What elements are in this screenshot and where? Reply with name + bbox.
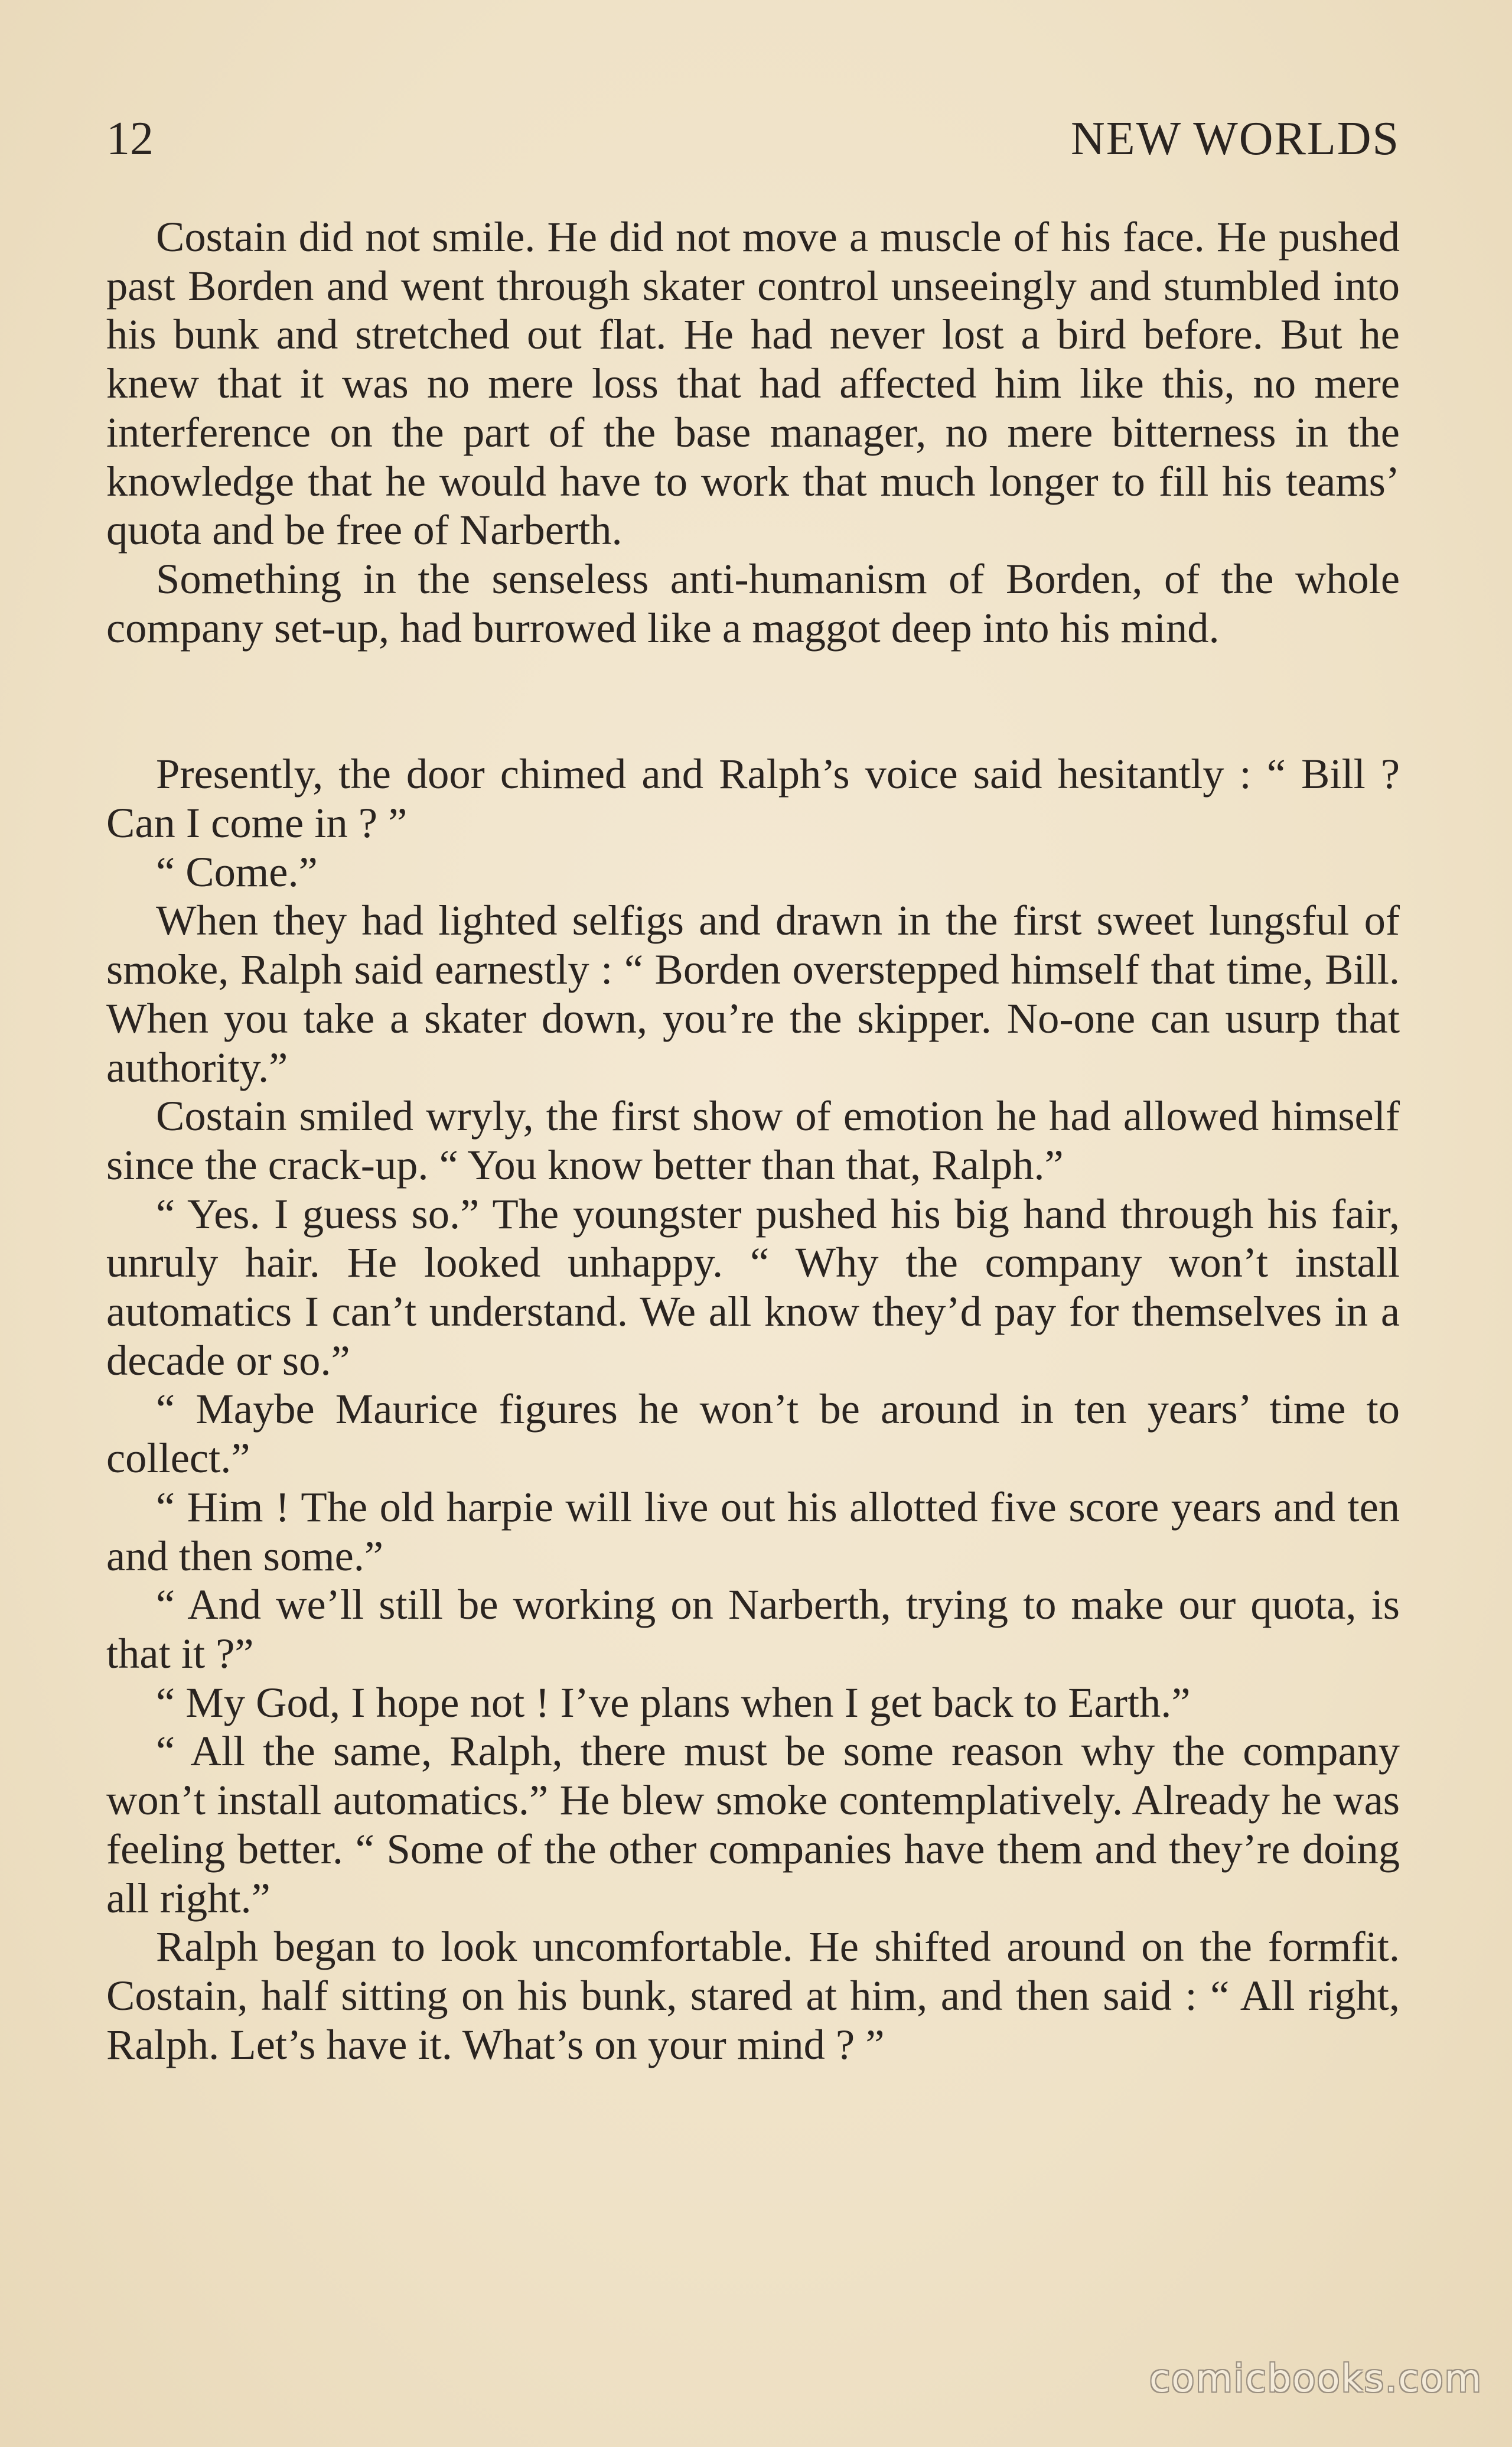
paragraph: “ Him ! The old harpie will live out his allotted five score years and ten and then some.”: [106, 1482, 1400, 1580]
body-text: [106, 213, 1400, 2069]
paragraph: “ Come.”: [156, 847, 318, 896]
paragraph: Costain smiled wryly, the first show of emotion he had allowed himself since the crack-up. “ You know better than that, Ralph.”: [106, 1092, 1400, 1189]
running-title: NEW WORLDS: [1070, 113, 1400, 165]
paragraph: “ My God, I hope not ! I’ve plans when I get back to Earth.”: [156, 1678, 1191, 1726]
paragraph: When they had lighted selfigs and drawn in the first sweet lungsful of smoke, Ralph said earnestly : “ Borden overstepped himself that time, Bill. When you take a skater down, you’re the skipper. No-one can usurp that authority.”: [106, 896, 1400, 1091]
page-header: [106, 112, 1400, 177]
paragraph: “ All the same, Ralph, there must be some reason why the company won’t install automatics.” He blew smoke contemplatively. Already he was feeling better. “ Some of the other companies have them and they’re doing all right.”: [106, 1727, 1400, 1922]
paragraph: Presently, the door chimed and Ralph’s voice said hesitantly : “ Bill ? Can I come in ? ”: [106, 750, 1400, 847]
paragraph: Ralph began to look uncomfortable. He shifted around on the formfit. Costain, half sitting on his bunk, stared at him, and then said : “ All right, Ralph. Let’s have it. What’s on your mind ? ”: [106, 1922, 1400, 2068]
paragraph: “ Yes. I guess so.” The youngster pushed his big hand through his fair, unruly hair. He looked unhappy. “ Why the company won’t install automatics I can’t understand. We all know they’d pay for themselves in a decade or so.”: [106, 1189, 1400, 1384]
paragraph: “ Maybe Maurice figures he won’t be around in ten years’ time to collect.”: [106, 1385, 1400, 1482]
watermark: comicbooks.com: [1149, 2357, 1482, 2401]
paragraph: Something in the senseless anti-humanism of Borden, of the whole company set-up, had burrowed like a maggot deep into his mind.: [106, 554, 1400, 652]
paragraph: “ And we’ll still be working on Narberth, trying to make our quota, is that it ?”: [106, 1580, 1400, 1677]
page-number: 12: [106, 113, 154, 165]
paragraph: Costain did not smile. He did not move a muscle of his face. He pushed past Borden and went through skater control unseeingly and stumbled into his bunk and stretched out flat. He had never lost a bird before. But he knew that it was no mere loss that had affected him like this, no mere interference on the part of the base manager, no mere bitterness in the knowledge that he would have to work that much longer to fill his teams’ quota and be free of Narberth.: [106, 213, 1400, 554]
